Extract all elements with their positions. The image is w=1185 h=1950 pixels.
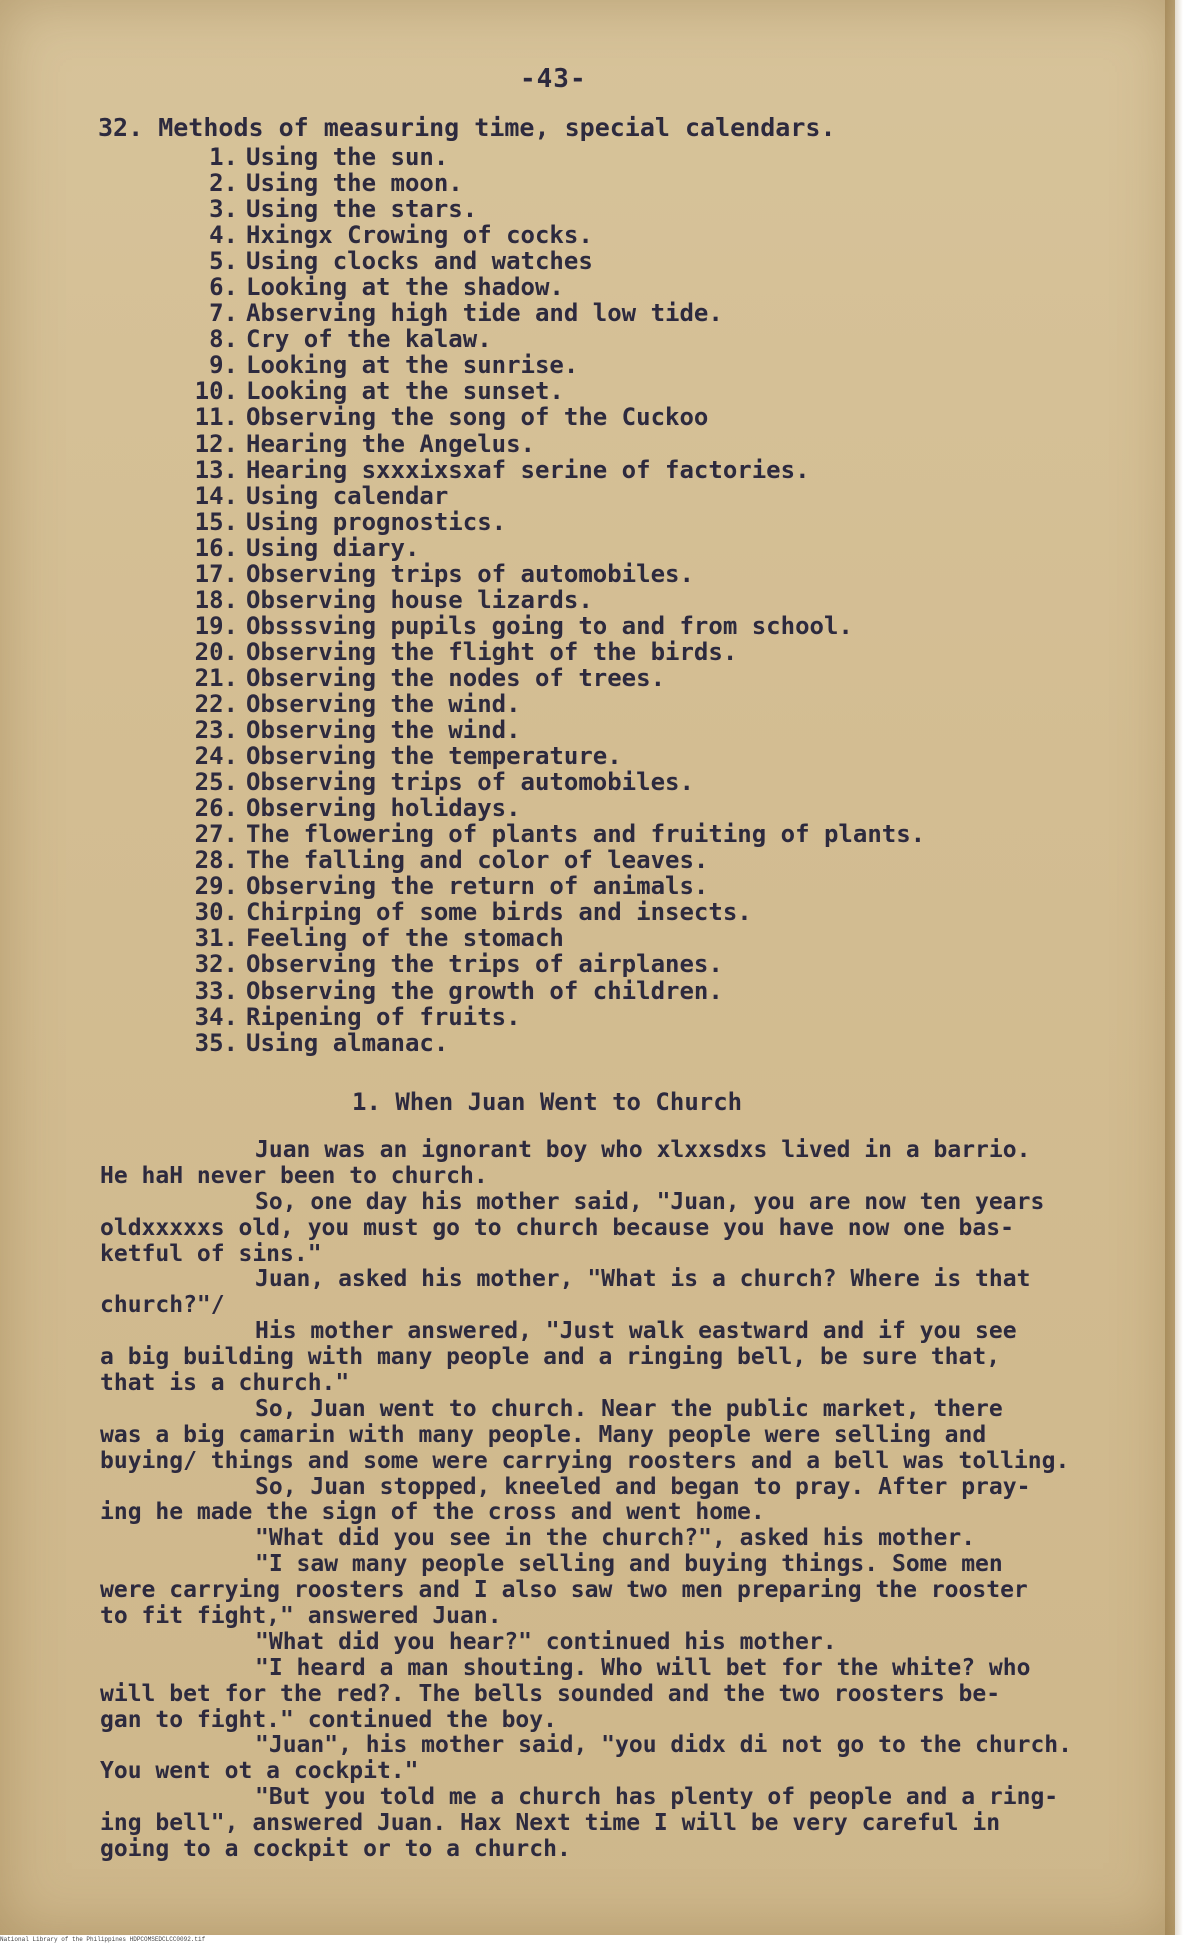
story-line: So, one day his mother said, "Juan, you are now ten years (255, 1188, 1045, 1215)
method-item (178, 144, 925, 170)
method-item (178, 847, 925, 873)
method-number: 2. (209, 169, 238, 198)
story-line: "But you told me a church has plenty of people and a ring- (255, 1784, 1059, 1811)
method-text: Feeling of the stomach (246, 924, 564, 953)
method-text: Using clocks and watches (246, 247, 593, 276)
method-item (178, 951, 925, 977)
method-text: Obsssving pupils going to and from school. (246, 611, 853, 640)
method-text: The falling and color of leaves. (246, 846, 709, 875)
method-text: Ripening of fruits. (246, 1002, 521, 1031)
story-line: "I heard a man shouting. Who will bet for the white? who (255, 1654, 1031, 1681)
story-line: "Juan", his mother said, "you didx di not go to the church. (255, 1732, 1072, 1759)
method-number: 24. (194, 742, 238, 771)
story-line: was a big camarin with many people. Many people were selling and (100, 1421, 987, 1448)
method-text: Observing house lizards. (246, 585, 593, 614)
method-item (178, 248, 925, 274)
method-item (178, 535, 925, 561)
method-item (178, 795, 925, 821)
method-text: Observing trips of automobiles. (246, 559, 694, 588)
story-line: You went ot a cockpit." (100, 1758, 419, 1785)
method-item (178, 404, 925, 430)
method-item (178, 170, 925, 196)
story-line: His mother answered, "Just walk eastward and if you see (255, 1318, 1017, 1345)
method-number: 34. (194, 1002, 238, 1031)
method-item (178, 431, 925, 457)
method-item (178, 509, 925, 535)
story-line: buying/ things and some were carrying roosters and a bell was tolling. (100, 1447, 1070, 1474)
method-item (178, 1004, 925, 1030)
method-text: Observing the wind. (246, 716, 521, 745)
method-text: Observing the song of the Cuckoo (246, 403, 709, 432)
method-number: 13. (194, 455, 238, 484)
method-text: Observing the temperature. (246, 742, 622, 771)
method-item (178, 873, 925, 899)
method-text: Using the moon. (246, 169, 463, 198)
method-item (178, 1030, 925, 1056)
method-item (178, 899, 925, 925)
section-heading: 32. Methods of measuring time, special calendars. (98, 113, 836, 142)
method-number: 33. (194, 976, 238, 1005)
method-number: 14. (194, 481, 238, 510)
method-number: 29. (194, 872, 238, 901)
page-number: -43- (520, 64, 587, 94)
method-number: 12. (194, 429, 238, 458)
method-text: Observing the growth of children. (246, 976, 723, 1005)
story-line: were carrying roosters and I also saw two men preparing the rooster (100, 1577, 1028, 1604)
method-number: 5. (209, 247, 238, 276)
method-item (178, 274, 925, 300)
method-item (178, 691, 925, 717)
method-number: 10. (194, 377, 238, 406)
footer-caption: National Library of the Philippines HDPCOMSEDCLCC0092.tif (0, 1936, 206, 1943)
method-text: Looking at the sunset. (246, 377, 564, 406)
method-item (178, 978, 925, 1004)
story-line: will bet for the red?. The bells sounded and the two roosters be- (100, 1680, 1001, 1707)
method-text: Using prognostics. (246, 507, 507, 536)
method-number: 1. (209, 143, 238, 171)
method-item (178, 352, 925, 378)
method-text: Looking at the sunrise. (246, 351, 579, 380)
story-line: that is a church." (100, 1370, 350, 1397)
method-number: 16. (194, 533, 238, 562)
method-number: 7. (209, 299, 238, 328)
method-item (178, 613, 925, 639)
method-number: 20. (194, 637, 238, 666)
method-text: Using calendar (246, 481, 449, 510)
method-text: Chirping of some birds and insects. (246, 898, 752, 927)
method-item (178, 587, 925, 613)
story-line: Juan, asked his mother, "What is a church? Where is that (255, 1266, 1031, 1293)
method-item (178, 743, 925, 769)
method-text: Observing the flight of the birds. (246, 637, 738, 666)
method-item (178, 457, 925, 483)
story-line: He haH never been to church. (100, 1162, 488, 1189)
story-line: So, Juan went to church. Near the public market, there (255, 1395, 1003, 1422)
method-text: Observing holidays. (246, 794, 521, 823)
method-text: Cry of the kalaw. (246, 325, 492, 354)
method-text: Observing the return of animals. (246, 872, 709, 901)
method-item (178, 769, 925, 795)
story-line: church?"/ (100, 1292, 225, 1319)
method-text: The flowering of plants and fruiting of plants. (246, 820, 926, 849)
method-text: Observing the wind. (246, 689, 521, 718)
method-text: Abserving high tide and low tide. (246, 299, 723, 328)
story-line: a big building with many people and a ringing bell, be sure that, (100, 1344, 1001, 1371)
method-number: 19. (194, 611, 238, 640)
method-item (178, 300, 925, 326)
method-text: Hxingx Crowing of cocks. (246, 221, 593, 250)
method-number: 31. (194, 924, 238, 953)
method-text: Observing trips of automobiles. (246, 768, 694, 797)
method-number: 27. (194, 820, 238, 849)
story-body (100, 1138, 1072, 1863)
method-number: 6. (209, 273, 238, 302)
method-item (178, 222, 925, 248)
method-number: 3. (209, 195, 238, 224)
story-line: ing he made the sign of the cross and went home. (100, 1499, 765, 1526)
method-text: Hearing the Angelus. (246, 429, 535, 458)
method-number: 8. (209, 325, 238, 354)
story-line: ketful of sins." (100, 1240, 322, 1267)
method-item (178, 717, 925, 743)
method-item (178, 326, 925, 352)
method-number: 25. (194, 768, 238, 797)
method-number: 17. (194, 559, 238, 588)
story-line: to fit fight," answered Juan. (100, 1603, 502, 1630)
method-text: Using the stars. (246, 195, 478, 224)
method-item (178, 665, 925, 691)
method-number: 26. (194, 794, 238, 823)
method-text: Using the sun. (246, 143, 449, 171)
method-item (178, 561, 925, 587)
story-line: going to a cockpit or to a church. (100, 1836, 571, 1863)
method-text: Looking at the shadow. (246, 273, 564, 302)
method-number: 30. (194, 898, 238, 927)
story-line: "I saw many people selling and buying things. Some men (255, 1551, 1003, 1578)
method-number: 9. (209, 351, 238, 380)
story-line: Juan was an ignorant boy who xlxxsdxs lived in a barrio. (255, 1137, 1031, 1163)
method-number: 21. (194, 663, 238, 692)
method-number: 11. (194, 403, 238, 432)
story-line: ing bell", answered Juan. Hax Next time I will be very careful in (100, 1810, 1001, 1837)
method-number: 15. (194, 507, 238, 536)
method-text: Using diary. (246, 533, 420, 562)
story-line: "What did you hear?" continued his mother. (255, 1628, 837, 1655)
method-item (178, 821, 925, 847)
story-line: oldxxxxxs old, you must go to church because you have now one bas- (100, 1214, 1014, 1241)
method-number: 18. (194, 585, 238, 614)
method-text: Observing the nodes of trees. (246, 663, 666, 692)
story-line: "What did you see in the church?", asked his mother. (255, 1525, 976, 1552)
story-line: gan to fight." continued the boy. (100, 1706, 557, 1733)
method-text: Using almanac. (246, 1028, 449, 1057)
method-number: 28. (194, 846, 238, 875)
method-number: 22. (194, 689, 238, 718)
method-item (178, 925, 925, 951)
method-item (178, 378, 925, 404)
method-text: Hearing sxxxixsxaf serine of factories. (246, 455, 810, 484)
method-number: 23. (194, 716, 238, 745)
method-number: 4. (209, 221, 238, 250)
method-number: 35. (194, 1028, 238, 1057)
methods-list (178, 144, 925, 1056)
story-title: 1. When Juan Went to Church (352, 1088, 743, 1116)
story-line: So, Juan stopped, kneeled and began to pray. After pray- (255, 1473, 1031, 1500)
method-item (178, 483, 925, 509)
method-item (178, 639, 925, 665)
method-item (178, 196, 925, 222)
method-text: Observing the trips of airplanes. (246, 950, 723, 979)
method-number: 32. (194, 950, 238, 979)
